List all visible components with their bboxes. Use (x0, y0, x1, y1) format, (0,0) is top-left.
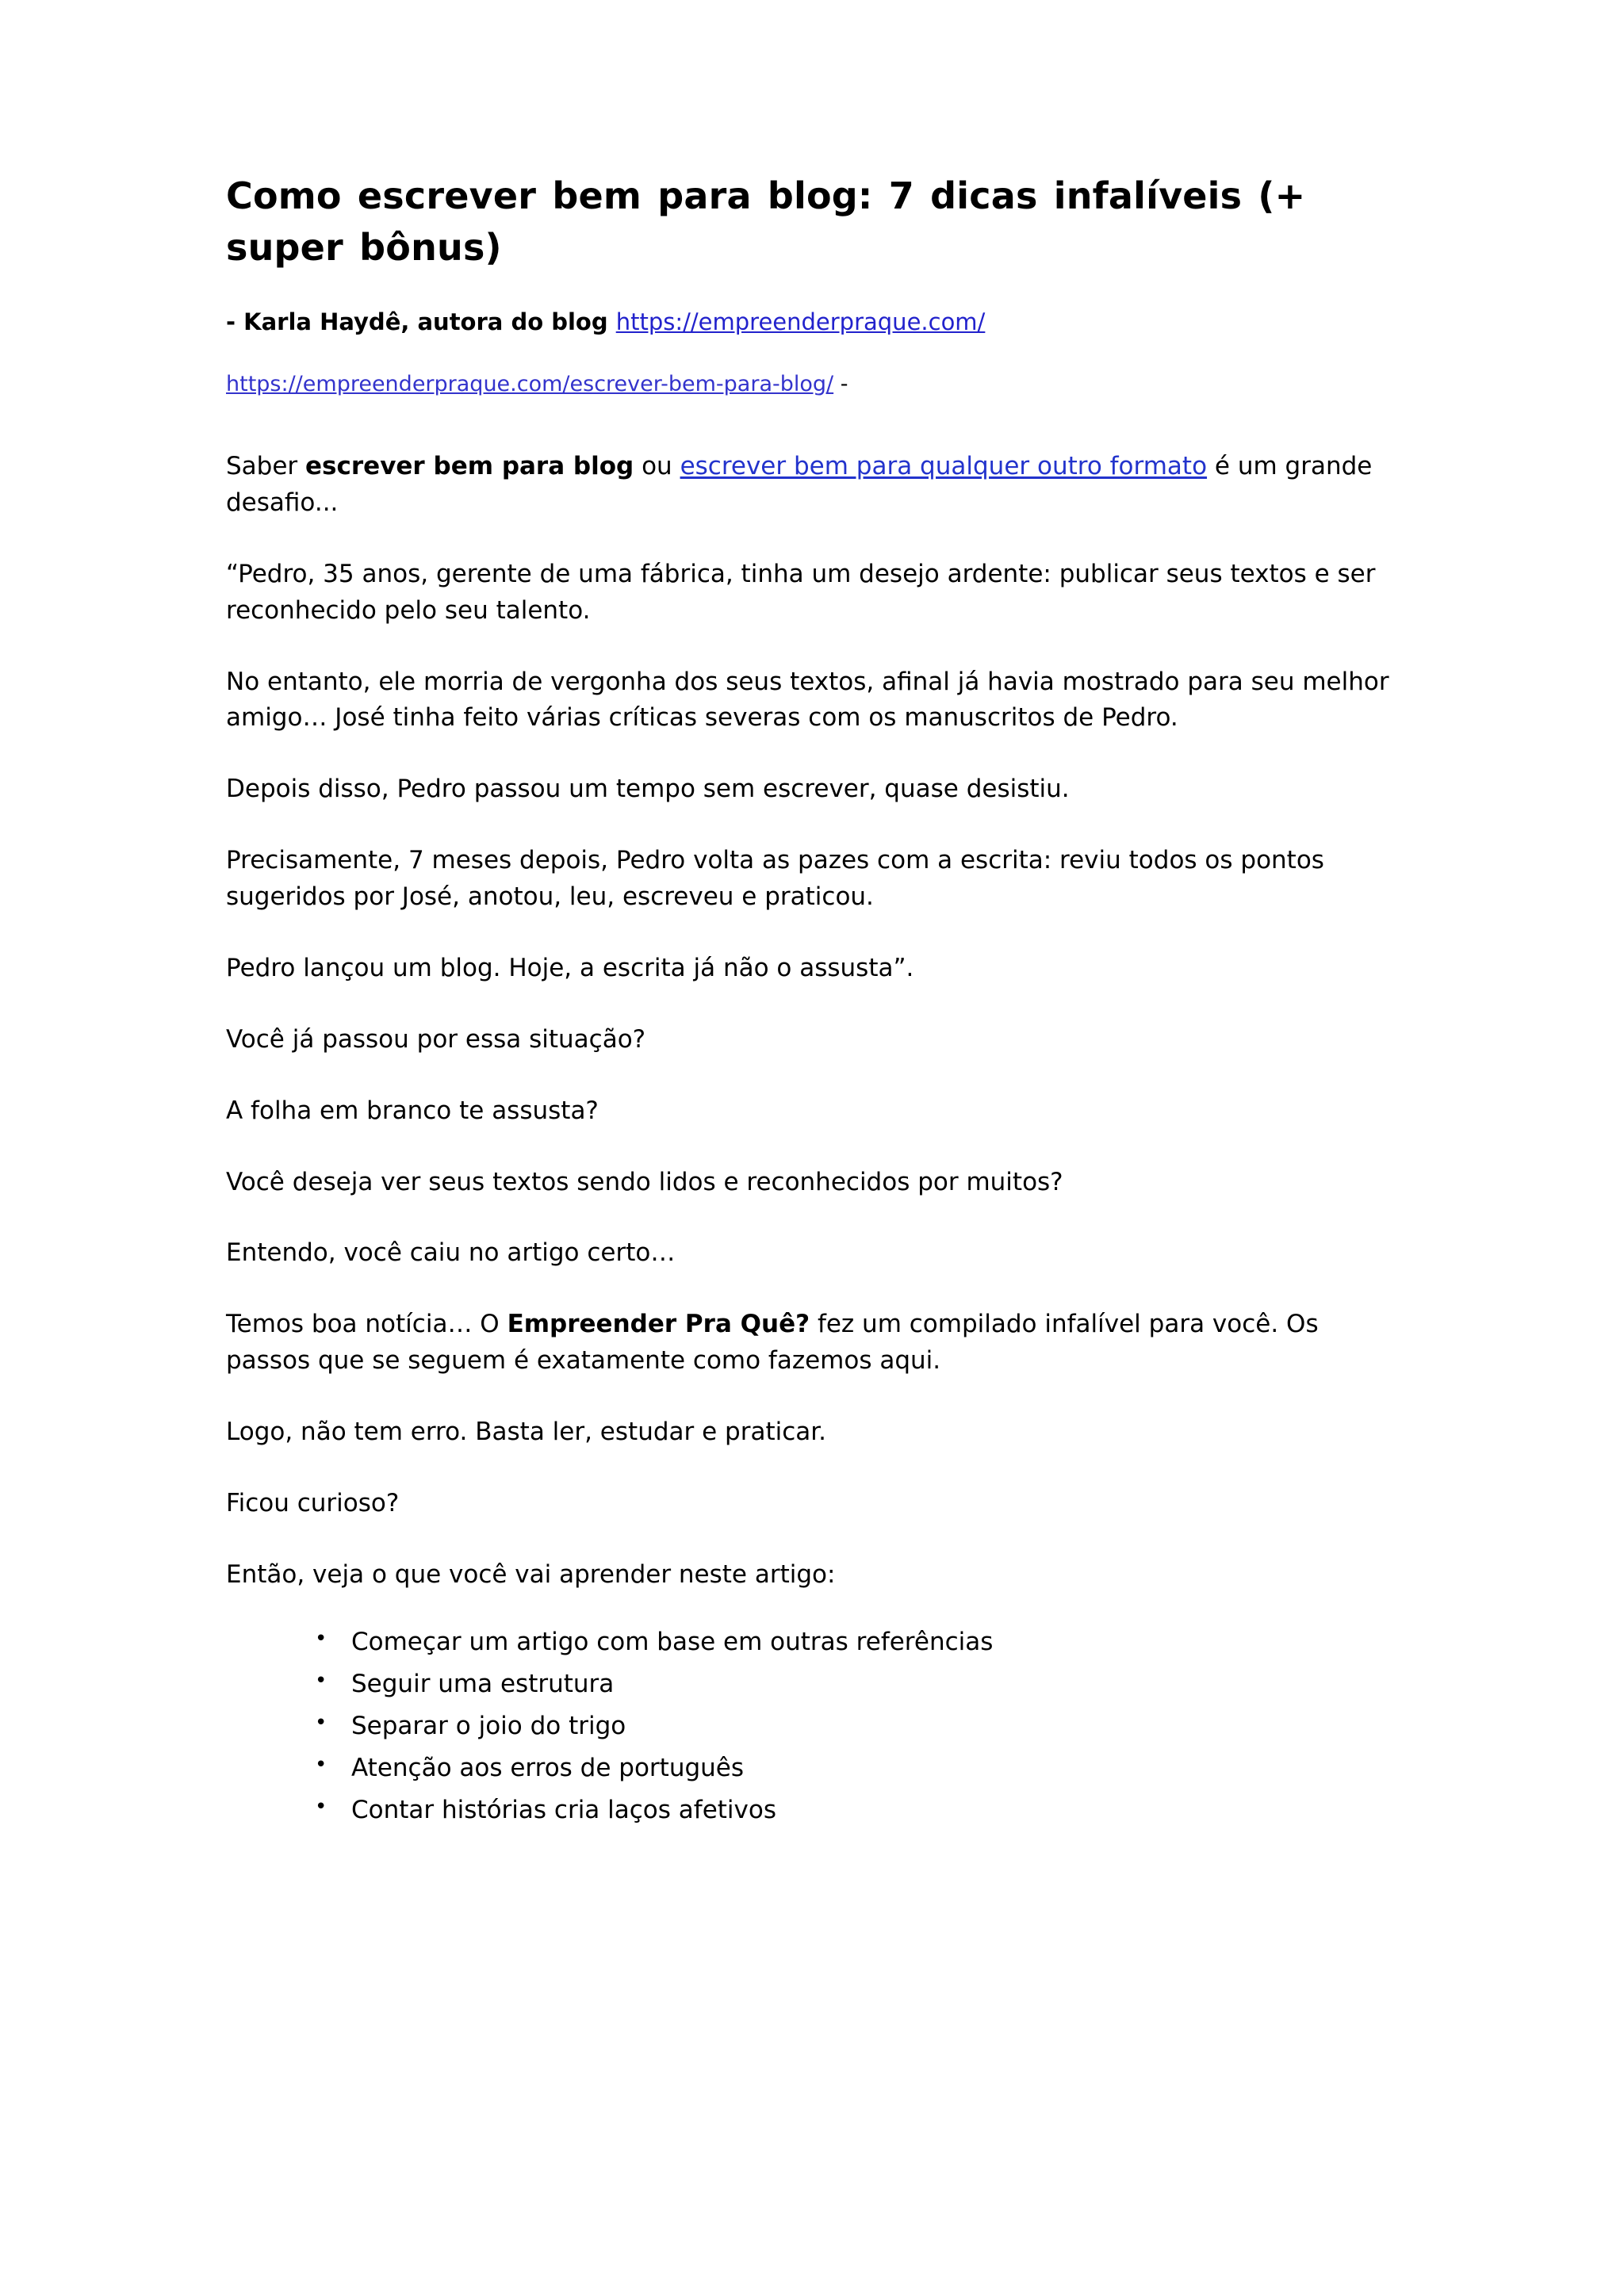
paragraph: Ficou curioso? (226, 1488, 400, 1517)
article-url-line (226, 369, 1410, 400)
good-news-part2: fez um compilado infalível para você. Os passos que se seguem é exatamente como fazemos aqui. (226, 1310, 1319, 1376)
article-url-link[interactable]: https://empreenderpraque.com/escrever-bem-para-blog/ (226, 372, 834, 397)
intro-part1: Saber (226, 452, 306, 481)
paragraph: A folha em branco te assusta? (226, 1096, 599, 1125)
paragraph: Depois disso, Pedro passou um tempo sem escrever, quase desistiu. (226, 775, 1070, 804)
byline-author: - Karla Haydê, autora do blog (226, 308, 616, 335)
intro-bold1: escrever bem para blog (305, 452, 634, 481)
article-url-suffix: - (833, 372, 848, 397)
list-item: • Separar o joio do trigo (315, 1714, 1410, 1739)
good-news-paragraph (226, 1307, 1410, 1380)
paragraph: Você já passou por essa situação? (226, 1024, 646, 1054)
list-item: • Contar histórias cria laços afetivos (315, 1798, 1410, 1823)
intro-paragraph (226, 449, 1410, 522)
list-item: • Atenção aos erros de português (315, 1756, 1410, 1781)
list-item: • Começar um artigo com base em outras referências (315, 1630, 1410, 1655)
paragraph: Entendo, você caiu no artigo certo… (226, 1238, 676, 1268)
topics-list (226, 1627, 1410, 1824)
paragraph: Então, veja o que você vai aprender neste artigo: (226, 1559, 836, 1589)
paragraph: “Pedro, 35 anos, gerente de uma fábrica, tinha um desejo ardente: publicar seus textos e ser reconhecido pelo seu talento. (226, 559, 1376, 625)
paragraph: Você deseja ver seus textos sendo lidos e reconhecidos por muitos? (226, 1167, 1063, 1196)
paragraph: Logo, não tem erro. Basta ler, estudar e praticar. (226, 1418, 827, 1447)
byline (226, 306, 1410, 339)
paragraph: Precisamente, 7 meses depois, Pedro volta as pazes com a escrita: reviu todos os pontos sugeridos por José, anotou, leu, escreveu e praticou. (226, 846, 1324, 912)
intro-part2: ou (634, 452, 680, 481)
paragraph: Pedro lançou um blog. Hoje, a escrita já não o assusta”. (226, 953, 914, 982)
good-news-bold: Empreender Pra Quê? (507, 1310, 810, 1339)
good-news-part1: Temos boa notícia… O (226, 1310, 508, 1339)
paragraph: No entanto, ele morria de vergonha dos seus textos, afinal já havia mostrado para seu melhor amigo… José tinha feito várias críticas severas com os manuscritos de Pedro. (226, 667, 1389, 733)
intro-part3: é um grande desafio... (226, 452, 1373, 517)
list-item: • Seguir uma estrutura (315, 1672, 1410, 1697)
page-title: Como escrever bem para blog: 7 dicas infalíveis (+ super bônus) (226, 174, 1306, 270)
intro-inline-link[interactable]: escrever bem para qualquer outro formato (680, 452, 1208, 481)
blog-url-link[interactable]: https://empreenderpraque.com/ (615, 308, 986, 335)
